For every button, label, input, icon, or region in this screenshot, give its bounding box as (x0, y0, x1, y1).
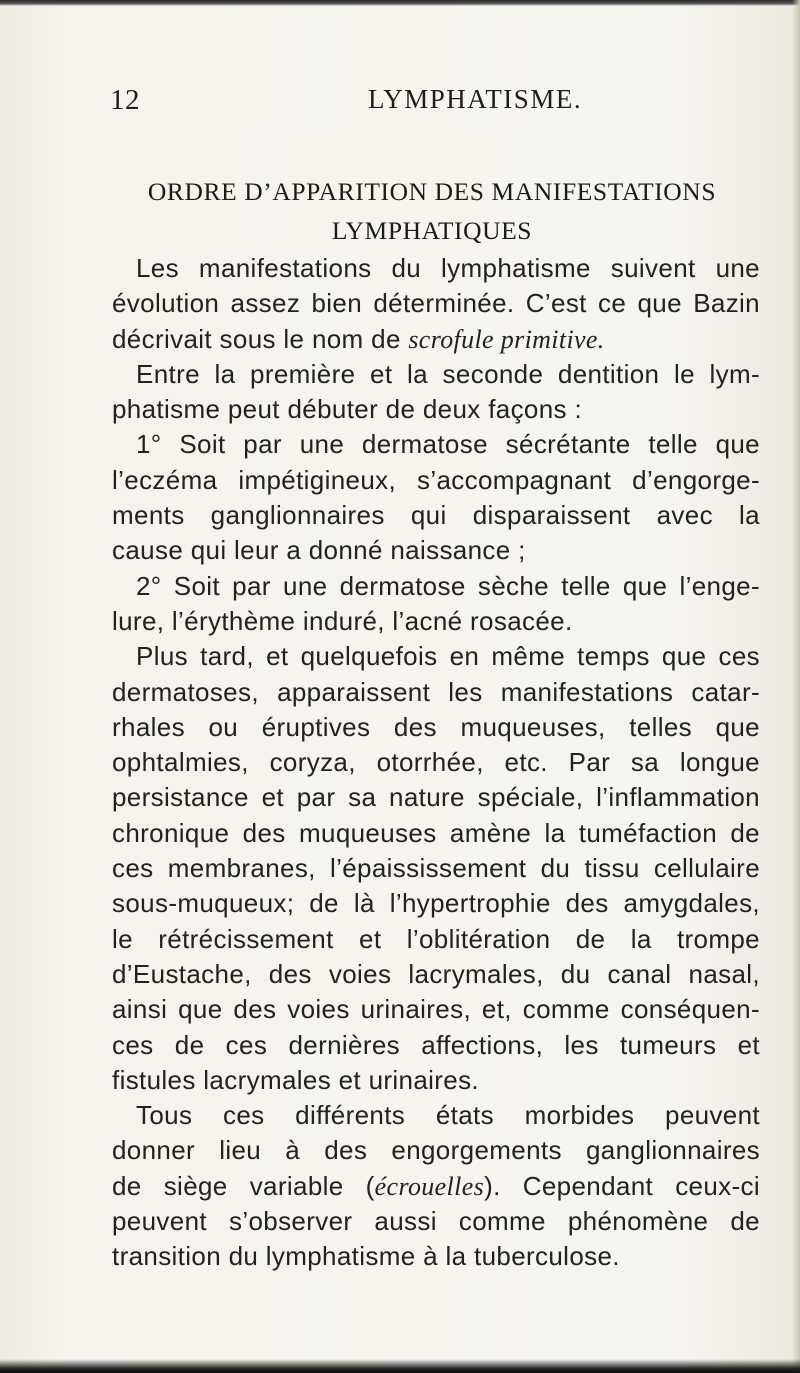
paragraph-1-line: évolution assez bien déterminée. C’est ce que Bazin (112, 288, 760, 319)
italic-term-ecrouelles: écrouelles (374, 1171, 485, 1201)
paragraph-6-text: de siège variable ( (112, 1170, 375, 1201)
paragraph-1-line: Les manifestations du lymphatisme suivent une (136, 253, 760, 283)
page-number: 12 (110, 84, 140, 116)
paragraph-6-line (112, 1169, 760, 1204)
section-heading (112, 172, 752, 250)
paragraph-1-line (112, 322, 760, 357)
paragraph-3-line: cause qui leur a donné naissance ; (112, 535, 526, 566)
paragraph-5-line: ophtalmies, coryza, otorrhée, etc. Par sa longue (112, 747, 760, 778)
paragraph-5-line: Plus tard, et quelquefois en même temps que ces (136, 641, 760, 672)
paragraph-2-line: Entre la première et la seconde dentition le lym- (136, 358, 760, 389)
paragraph-5-line: d’Eustache, des voies lacrymales, du canal nasal, (112, 958, 760, 989)
paragraph-6-text: ). Cependant ceux-ci (484, 1170, 761, 1201)
paragraph-5-line: le rétrécissement et l’oblitération de la trompe (112, 923, 760, 954)
paragraph-4-line: 2° Soit par une dermatose sèche telle que l’enge- (136, 570, 760, 601)
italic-term-scrofule: scrofule primitive. (408, 324, 605, 354)
page-right-edge (792, 0, 800, 1373)
paragraph-5-line: fistules lacrymales et urinaires. (112, 1064, 480, 1095)
paragraph-5-line: ces de ces dernières affections, les tumeurs et (112, 1029, 760, 1060)
paragraph-1-text: décrivait sous le nom de (112, 323, 409, 354)
paragraph-5-line: rhales ou éruptives des muqueuses, telles que (112, 711, 760, 742)
paragraph-4-line: lure, l’érythème induré, l’acné rosacée. (112, 605, 573, 636)
paragraph-5-line: sous-muqueux; de là l’hypertrophie des amygdales, (112, 888, 760, 919)
paragraph-5-line: persistance et par sa nature spéciale, l’inflammation (112, 782, 760, 813)
paragraph-6-line: Tous ces différents états morbides peuvent (136, 1100, 760, 1131)
paragraph-5-line: ainsi que des voies urinaires, et, comme conséquen- (112, 994, 760, 1025)
paragraph-3-line: 1° Soit par une dermatose sécrétante telle que (136, 429, 760, 460)
running-head (0, 84, 800, 124)
running-title: LYMPHATISME. (368, 84, 583, 114)
paragraph-2-line: phatisme peut débuter de deux façons : (112, 394, 583, 425)
paragraph-6-line: peuvent s’observer aussi comme phénomène de (112, 1206, 760, 1237)
paragraph-3-line: l’eczéma impétigineux, s’accompagnant d’engorge- (112, 464, 760, 495)
heading-line-1: ORDRE D’APPARITION DES MANIFESTATIONS (147, 177, 717, 206)
paragraph-6-line: donner lieu à des engorgements ganglionnaires (112, 1135, 760, 1166)
paragraph-5-line: dermatoses, apparaissent les manifestations catar- (112, 676, 760, 707)
paragraph-5-line: ces membranes, l’épaississement du tissu cellulaire (112, 853, 760, 884)
paragraph-3-line: ments ganglionnaires qui disparaissent avec la (112, 500, 760, 531)
bottom-edge-shadow (0, 1359, 800, 1373)
body-text (112, 251, 760, 1275)
paragraph-5-line: chronique des muqueuses amène la tuméfaction de (112, 817, 760, 848)
heading-line-2: LYMPHATIQUES (331, 216, 533, 245)
top-edge-shadow (0, 0, 800, 6)
paragraph-6-line: transition du lymphatisme à la tuberculose. (112, 1241, 620, 1272)
